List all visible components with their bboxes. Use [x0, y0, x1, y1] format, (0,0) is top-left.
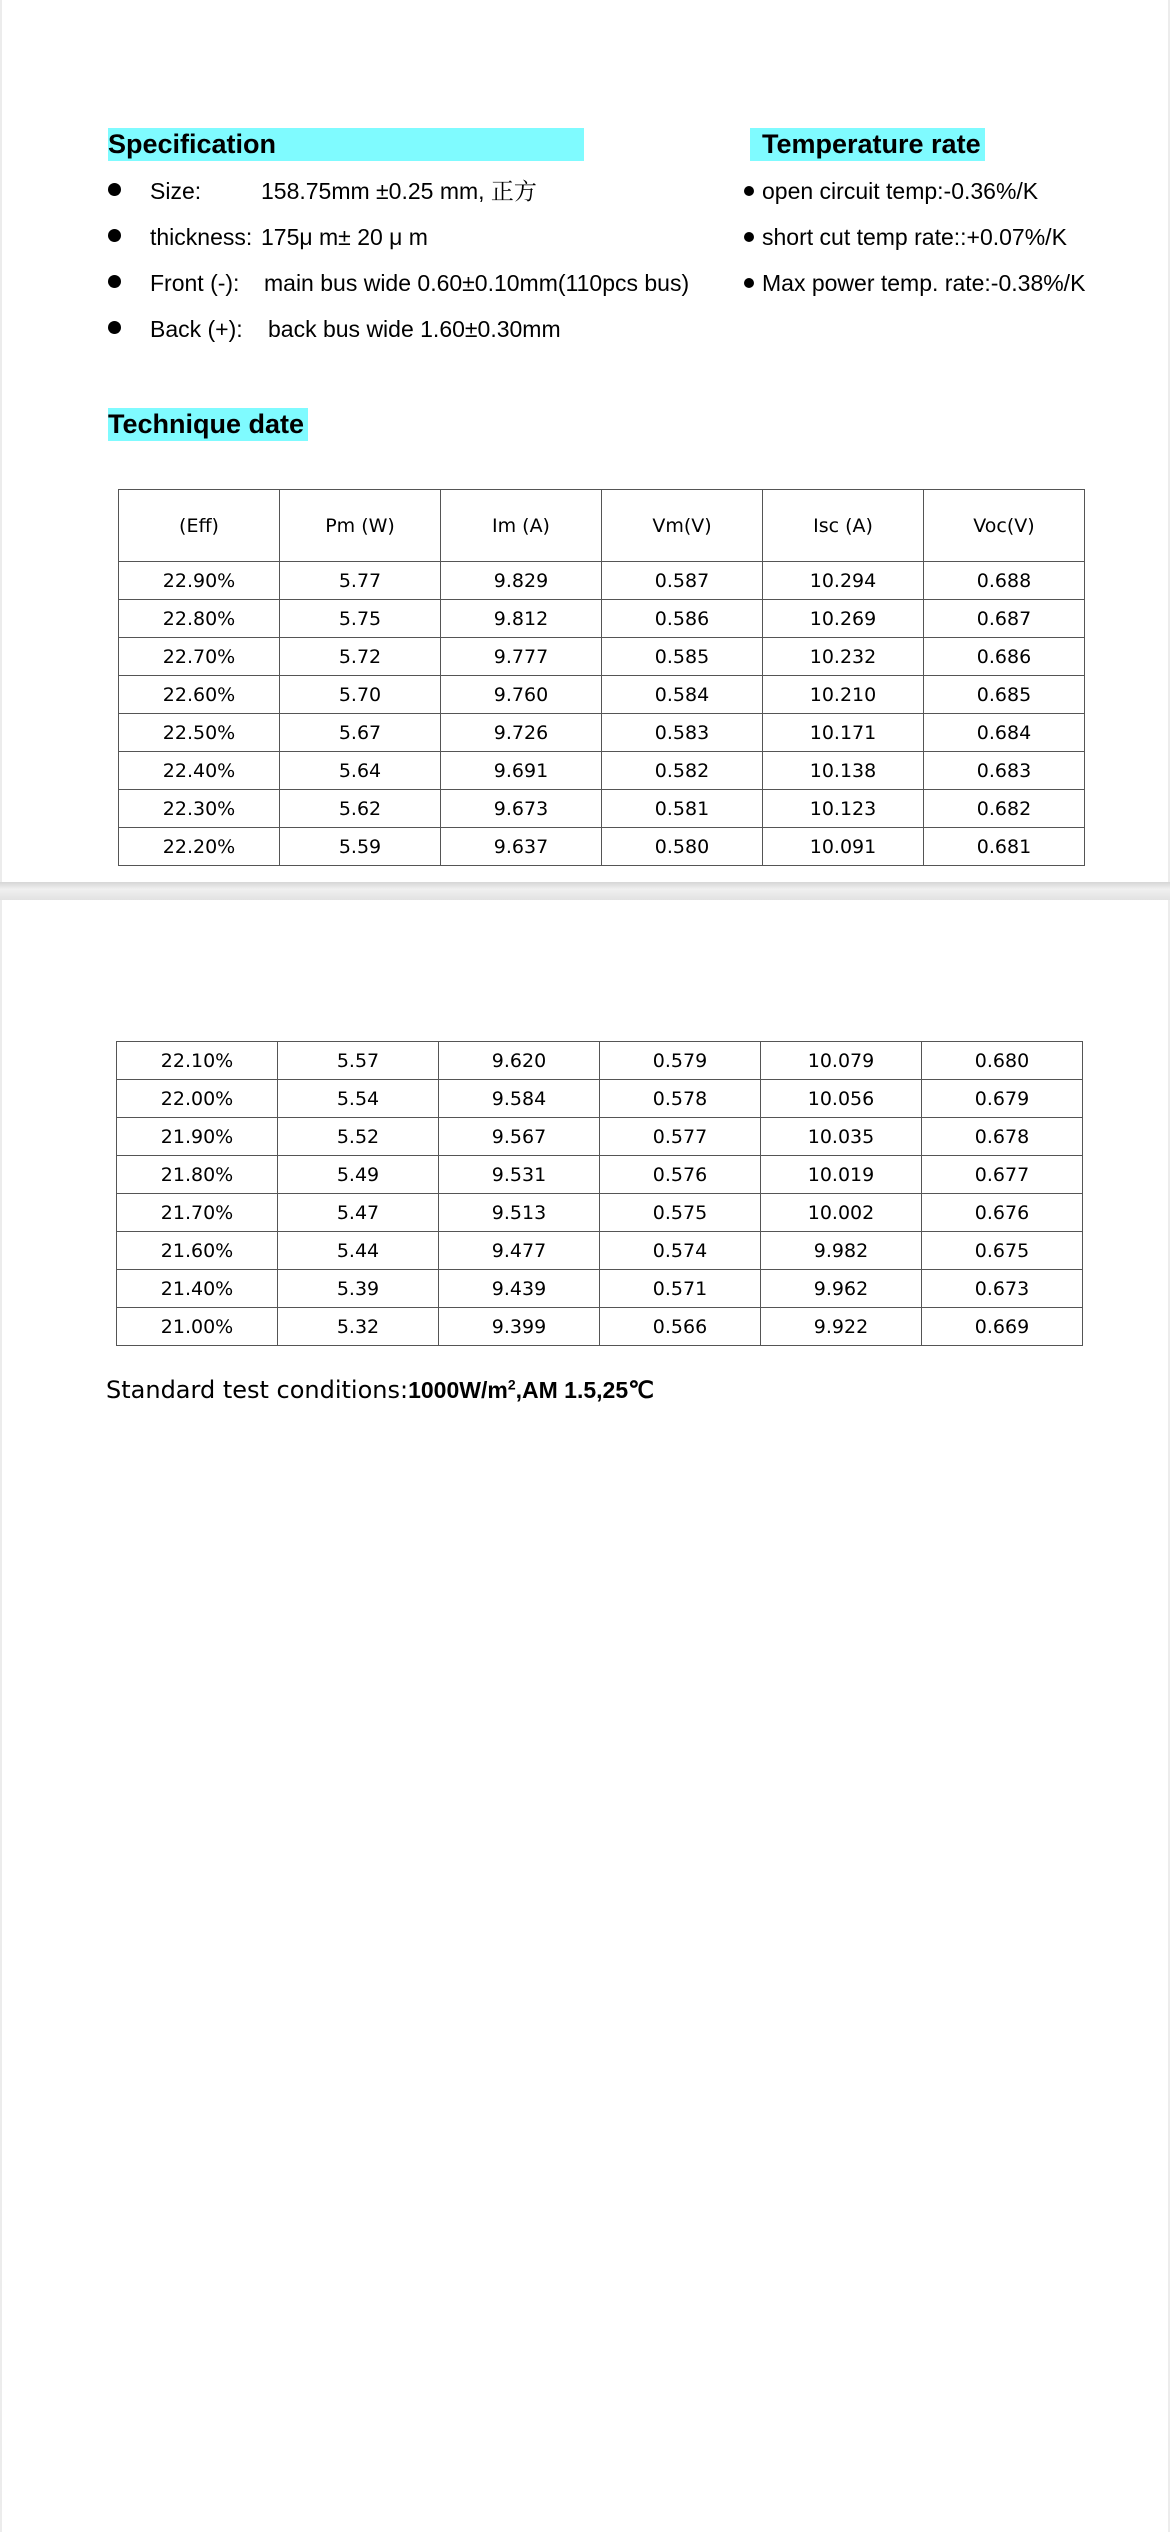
spec-value: 158.75mm ±0.25 mm, 正方	[261, 178, 537, 204]
table-cell: 22.50%	[119, 714, 280, 752]
table-cell: 0.673	[922, 1270, 1083, 1308]
table-cell: 0.582	[602, 752, 763, 790]
table-cell: 9.567	[439, 1118, 600, 1156]
table-cell: 21.70%	[117, 1194, 278, 1232]
table-cell: 5.70	[280, 676, 441, 714]
table-row	[119, 828, 1085, 866]
table-header-cell: Isc (A)	[763, 490, 924, 562]
bullet-icon	[744, 278, 754, 288]
table-cell: 0.576	[600, 1156, 761, 1194]
table-cell: 9.962	[761, 1270, 922, 1308]
table-cell: 0.580	[602, 828, 763, 866]
table-cell: 22.00%	[117, 1080, 278, 1118]
table-cell: 9.982	[761, 1232, 922, 1270]
temp-item-short-cut	[744, 220, 1085, 266]
technique-table-part-2	[116, 1041, 1083, 1346]
table-row	[119, 638, 1085, 676]
table-row	[117, 1194, 1083, 1232]
table-cell: 9.513	[439, 1194, 600, 1232]
table-cell: 10.035	[761, 1118, 922, 1156]
table-header-row	[119, 490, 1085, 562]
table-cell: 10.019	[761, 1156, 922, 1194]
table-cell: 10.091	[763, 828, 924, 866]
table-cell: 9.531	[439, 1156, 600, 1194]
temperature-rate-list	[744, 174, 1085, 312]
table-header-cell: Voc(V)	[924, 490, 1085, 562]
temp-item-text: Max power temp. rate:-0.38%/K	[762, 270, 1086, 296]
table-cell: 22.40%	[119, 752, 280, 790]
table-cell: 21.90%	[117, 1118, 278, 1156]
table-cell: 10.138	[763, 752, 924, 790]
table-cell: 9.922	[761, 1308, 922, 1346]
table-cell: 5.59	[280, 828, 441, 866]
table-cell: 5.32	[278, 1308, 439, 1346]
document-page-1	[0, 0, 1170, 882]
table-cell: 0.683	[924, 752, 1085, 790]
table-cell: 0.676	[922, 1194, 1083, 1232]
table-cell: 10.294	[763, 562, 924, 600]
table-cell: 22.30%	[119, 790, 280, 828]
table-row	[117, 1308, 1083, 1346]
table-cell: 0.586	[602, 600, 763, 638]
table-cell: 0.688	[924, 562, 1085, 600]
table-cell: 9.439	[439, 1270, 600, 1308]
table-cell: 10.056	[761, 1080, 922, 1118]
table-header-cell: Im (A)	[441, 490, 602, 562]
spec-key: thickness:	[150, 224, 253, 250]
spec-value: 175μ m± 20 μ m	[261, 224, 428, 250]
table-header-cell: Vm(V)	[602, 490, 763, 562]
table-cell: 9.620	[439, 1042, 600, 1080]
table-cell: 0.684	[924, 714, 1085, 752]
table-cell: 10.079	[761, 1042, 922, 1080]
table-cell: 0.587	[602, 562, 763, 600]
table-cell: 5.47	[278, 1194, 439, 1232]
table-cell: 9.673	[441, 790, 602, 828]
table-cell: 5.44	[278, 1232, 439, 1270]
table-cell: 9.691	[441, 752, 602, 790]
table-cell: 22.60%	[119, 676, 280, 714]
table-cell: 5.39	[278, 1270, 439, 1308]
conditions-irradiance: 1000W/m	[408, 1377, 508, 1403]
temp-item-open-circuit	[744, 174, 1085, 220]
table-cell: 21.60%	[117, 1232, 278, 1270]
bullet-icon	[108, 321, 121, 334]
standard-test-conditions	[106, 1376, 654, 1404]
conditions-am-temp: ,AM 1.5,25℃	[515, 1377, 654, 1403]
table-cell: 5.67	[280, 714, 441, 752]
table-cell: 9.477	[439, 1232, 600, 1270]
table-cell: 10.269	[763, 600, 924, 638]
table-cell: 0.577	[600, 1118, 761, 1156]
table-cell: 0.575	[600, 1194, 761, 1232]
table-cell: 0.669	[922, 1308, 1083, 1346]
table-cell: 9.584	[439, 1080, 600, 1118]
table-cell: 0.681	[924, 828, 1085, 866]
table-row	[117, 1118, 1083, 1156]
table-row	[117, 1080, 1083, 1118]
table-cell: 0.677	[922, 1156, 1083, 1194]
table-cell: 9.726	[441, 714, 602, 752]
spec-value: back bus wide 1.60±0.30mm	[268, 316, 561, 342]
table-cell: 9.760	[441, 676, 602, 714]
table-cell: 5.52	[278, 1118, 439, 1156]
table-cell: 0.574	[600, 1232, 761, 1270]
table-cell: 0.682	[924, 790, 1085, 828]
table-row	[117, 1232, 1083, 1270]
table-row	[119, 676, 1085, 714]
temp-item-text: short cut temp rate::+0.07%/K	[762, 224, 1067, 250]
table-cell: 5.62	[280, 790, 441, 828]
table-cell: 22.70%	[119, 638, 280, 676]
table-cell: 5.57	[278, 1042, 439, 1080]
table-cell: 22.10%	[117, 1042, 278, 1080]
table-row	[117, 1156, 1083, 1194]
table-cell: 0.679	[922, 1080, 1083, 1118]
table-row	[117, 1042, 1083, 1080]
conditions-label: Standard test conditions:	[106, 1376, 409, 1404]
bullet-icon	[108, 183, 121, 196]
table-row	[119, 790, 1085, 828]
specification-heading: Specification	[108, 128, 584, 161]
temp-item-text: open circuit temp:-0.36%/K	[762, 178, 1039, 204]
table-row	[119, 714, 1085, 752]
table-cell: 0.685	[924, 676, 1085, 714]
table-header-cell: Pm (W)	[280, 490, 441, 562]
table-cell: 5.64	[280, 752, 441, 790]
table-cell: 5.72	[280, 638, 441, 676]
table-row	[119, 600, 1085, 638]
table-cell: 0.584	[602, 676, 763, 714]
table-cell: 0.678	[922, 1118, 1083, 1156]
table-row	[117, 1270, 1083, 1308]
table-cell: 9.777	[441, 638, 602, 676]
table-cell: 5.75	[280, 600, 441, 638]
table-cell: 10.002	[761, 1194, 922, 1232]
table-cell: 0.581	[602, 790, 763, 828]
table-cell: 0.687	[924, 600, 1085, 638]
bullet-icon	[744, 186, 754, 196]
table-cell: 5.54	[278, 1080, 439, 1118]
bullet-icon	[744, 232, 754, 242]
page-separator	[0, 882, 1170, 900]
table-cell: 22.90%	[119, 562, 280, 600]
table-cell: 0.585	[602, 638, 763, 676]
technique-heading: Technique date	[108, 408, 308, 441]
table-cell: 5.77	[280, 562, 441, 600]
table-cell: 9.829	[441, 562, 602, 600]
temp-item-max-power	[744, 266, 1085, 312]
table-cell: 10.232	[763, 638, 924, 676]
table-cell: 0.579	[600, 1042, 761, 1080]
table-cell: 0.686	[924, 638, 1085, 676]
table-cell: 0.675	[922, 1232, 1083, 1270]
table-cell: 9.399	[439, 1308, 600, 1346]
table-cell: 0.680	[922, 1042, 1083, 1080]
bullet-icon	[108, 275, 121, 288]
table-cell: 9.812	[441, 600, 602, 638]
table-row	[119, 752, 1085, 790]
table-cell: 0.583	[602, 714, 763, 752]
technique-table-part-1	[118, 489, 1085, 866]
table-cell: 10.171	[763, 714, 924, 752]
table-cell: 10.210	[763, 676, 924, 714]
table-cell: 5.49	[278, 1156, 439, 1194]
conditions-superscript: 2	[507, 1376, 516, 1393]
spec-key: Back (+):	[150, 316, 243, 342]
table-header-cell: (Eff)	[119, 490, 280, 562]
table-cell: 9.637	[441, 828, 602, 866]
table-cell: 10.123	[763, 790, 924, 828]
spec-value: main bus wide 0.60±0.10mm(110pcs bus)	[264, 270, 690, 296]
spec-key: Size:	[150, 178, 202, 204]
table-cell: 0.578	[600, 1080, 761, 1118]
table-cell: 21.40%	[117, 1270, 278, 1308]
table-cell: 21.00%	[117, 1308, 278, 1346]
table-cell: 0.571	[600, 1270, 761, 1308]
table-cell: 0.566	[600, 1308, 761, 1346]
bullet-icon	[108, 229, 121, 242]
table-cell: 22.20%	[119, 828, 280, 866]
table-cell: 21.80%	[117, 1156, 278, 1194]
conditions-value	[408, 1377, 654, 1403]
spec-key: Front (-):	[150, 270, 240, 296]
temperature-rate-heading: Temperature rate	[750, 128, 985, 161]
table-row	[119, 562, 1085, 600]
table-cell: 22.80%	[119, 600, 280, 638]
